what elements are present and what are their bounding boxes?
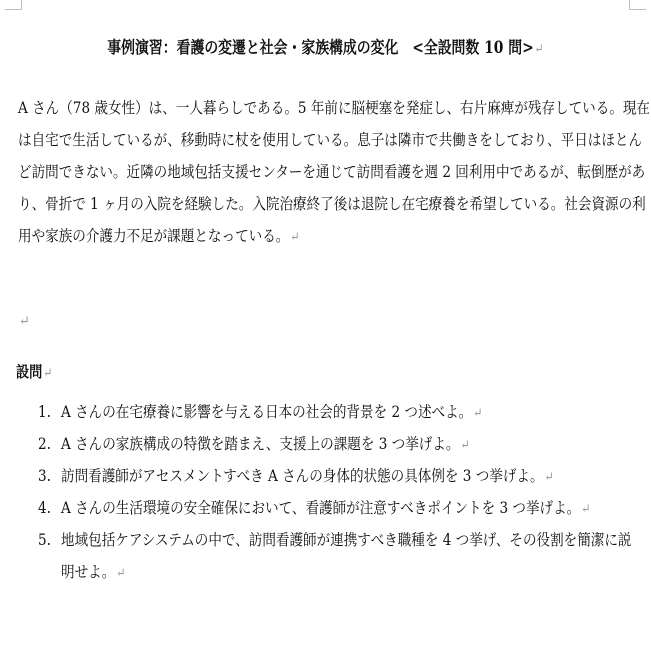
paragraph-mark-icon: ↵ <box>473 406 483 421</box>
page-corner-mark-left <box>5 0 22 10</box>
paragraph-mark-icon: ↵ <box>544 470 554 485</box>
case-text-line <box>18 156 646 188</box>
question-text-line <box>61 460 559 492</box>
questions-heading[interactable] <box>16 360 52 382</box>
question-text: 地域包括ケアシステムの中で、訪問看護師が連携すべき職種を 4 つ挙げ、その役割を簡潔に説 <box>61 531 632 549</box>
case-line-text: A さん（78 歳女性）は、一人暮らしである。5 年前に脳梗塞を発症し、右片麻痺が残存している。現在 <box>18 99 651 117</box>
question-number: 2. <box>38 435 51 453</box>
paragraph-mark-icon: ↵ <box>116 566 126 581</box>
question-text: 訪問看護師がアセスメントすべき A さんの身体的状態の具体例を 3 つ挙げよ。 <box>61 467 544 485</box>
question-item[interactable] <box>38 524 633 588</box>
case-text-line <box>18 92 651 124</box>
question-text-line <box>61 492 591 524</box>
paragraph-mark-icon: ↵ <box>534 42 544 57</box>
question-text: A さんの生活環境の安全確保において、看護師が注意すべきポイントを 3 つ挙げよ。 <box>61 499 581 517</box>
case-text-line <box>18 220 553 252</box>
case-text-line <box>18 124 643 156</box>
case-text-line <box>18 188 646 220</box>
questions-heading-text: 設問 <box>16 362 43 381</box>
question-text-line <box>61 428 559 460</box>
question-text-line <box>61 556 559 588</box>
question-text: A さんの在宅療養に影響を与える日本の社会的背景を 2 つ述べよ。 <box>61 403 473 421</box>
question-item[interactable] <box>38 396 633 428</box>
question-text-line <box>61 396 559 428</box>
question-number: 4. <box>38 499 51 517</box>
case-line-text: 用や家族の介護力不足が課題となっている。 <box>18 227 290 245</box>
question-text: 明せよ。 <box>61 563 116 581</box>
question-number: 3. <box>38 467 51 485</box>
questions-list <box>38 396 633 588</box>
question-item[interactable] <box>38 460 633 492</box>
case-paragraph[interactable] <box>18 92 651 252</box>
case-line-text: り、骨折で 1 ヶ月の入院を経験した。入院治療終了後は退院し在宅療養を希望している。社会資源の利 <box>18 195 646 213</box>
empty-paragraph-mark-icon: ↵ <box>19 314 30 329</box>
paragraph-mark-icon: ↵ <box>581 502 591 517</box>
title-text: 事例演習：看護の変遷と社会・家族構成の変化 <全設問数 10 問> <box>107 38 534 57</box>
case-line-text: ど訪問できない。近隣の地域包括支援センターを通じて訪問看護を週 2 回利用中であるが、転倒歴があ <box>18 163 646 181</box>
question-text: A さんの家族構成の特徴を踏まえ、支援上の課題を 3 つ挙げよ。 <box>61 435 460 453</box>
question-text-line <box>61 524 632 556</box>
question-number: 1. <box>38 403 51 421</box>
paragraph-mark-icon: ↵ <box>460 438 470 453</box>
question-number: 5. <box>38 531 51 549</box>
case-line-text: は自宅で生活しているが、移動時に杖を使用している。息子は隣市で共働きをしており、平日はほとん <box>18 131 643 149</box>
question-item[interactable] <box>38 428 633 460</box>
document-title[interactable] <box>52 34 599 58</box>
page-corner-mark-right <box>629 0 646 10</box>
paragraph-mark-icon: ↵ <box>290 230 300 245</box>
paragraph-mark-icon: ↵ <box>43 366 53 381</box>
question-item[interactable] <box>38 492 633 524</box>
